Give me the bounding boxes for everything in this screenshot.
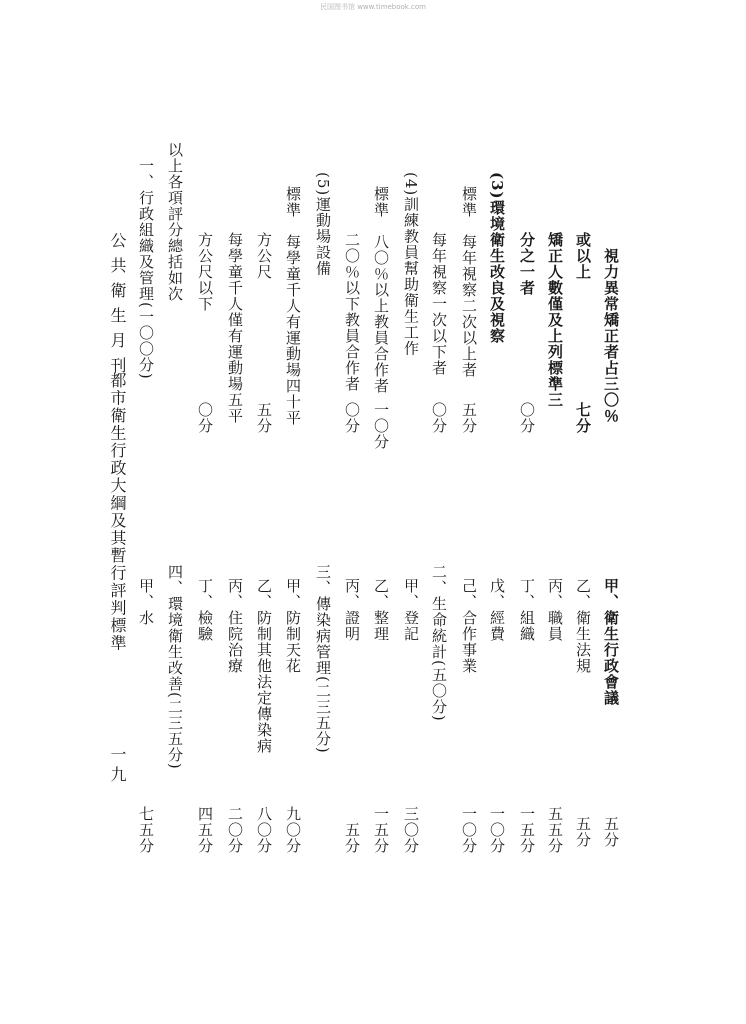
upper-score-5: 五分 [460,402,478,434]
lower-line-15: 四、環境衛生改善(二三五分) [166,564,184,770]
lower-line-3: 丁、組織 [518,578,536,642]
upper-line-4: (3)環境衛生改良及視察 [488,172,506,344]
lower-score-1: 五分 [574,816,592,848]
lower-score-7: 三〇分 [402,806,420,854]
lower-line-7: 甲、登記 [402,578,420,642]
upper-score-1: 七分 [574,402,592,434]
lower-score-16: 七五分 [137,806,155,854]
lower-line-0: 甲、衛生行政會議 [602,578,620,706]
upper-line-10: (5)運動場設備 [314,172,332,277]
lower-score-5: 一〇分 [460,806,478,854]
lower-score-8: 一五分 [372,806,390,854]
upper-score-8: 一〇分 [372,402,390,450]
upper-line-9: 二〇％以下教員合作者 [343,232,361,392]
upper-line-0: 視力異常矯正者占三〇％ [602,248,620,424]
upper-line-12: 方公尺 [255,232,273,280]
upper-line-15: 以上各項評分總括如次 [166,142,184,302]
upper-line-2: 矯正人數僅及上列標準三 [546,232,564,408]
lower-line-5: 己、合作事業 [460,578,478,674]
lower-score-11: 九〇分 [284,806,302,854]
lower-line-11: 甲、防制天花 [284,578,302,674]
lower-score-12: 八〇分 [255,806,273,854]
lower-score-4: 一〇分 [488,806,506,854]
upper-score-6: 〇分 [430,402,448,434]
upper-line-3: 分之一者 [518,232,536,296]
lower-score-13: 二〇分 [226,806,244,854]
upper-line-16: 一、行政組織及管理(一〇〇分) [137,158,155,380]
lower-line-6: 二、生命統計(五〇分) [430,564,448,722]
upper-score-9: 〇分 [343,402,361,434]
lower-line-12: 乙、防制其他法定傳染病 [255,578,273,754]
upper-line-7: (4)訓練教員幫助衛生工作 [402,172,420,357]
lower-score-2: 五五分 [546,806,564,854]
upper-line-1: 或以上 [574,232,592,280]
lower-score-9: 五分 [343,822,361,854]
lower-line-16: 甲、水 [137,578,155,626]
lower-line-14: 丁、檢驗 [196,578,214,642]
journal-name: 公共衛生月刊 [108,232,127,382]
upper-score-12: 五分 [255,402,273,434]
article-title: 都市衛生行政大綱及其暫行評判標準 [108,372,127,652]
watermark: 民国图书馆 www.timebook.com [319,3,427,11]
lower-line-2: 丙、職員 [546,578,564,642]
upper-score-14: 〇分 [196,402,214,434]
upper-line-6: 每年視察一次以下者 [430,232,448,376]
upper-score-3: 〇分 [518,402,536,434]
lower-line-10: 三、傳染病管理(二三五分) [314,564,332,754]
lower-line-1: 乙、衛生法規 [574,578,592,674]
lower-score-14: 四五分 [196,806,214,854]
upper-line-5: 標準 每年視察二次以上者 [460,186,478,378]
lower-line-9: 丙、證明 [343,578,361,642]
upper-line-14: 方公尺以下 [196,232,214,312]
lower-line-4: 戊、經費 [488,578,506,642]
upper-line-11: 標準 每學童千人有運動場四十平 [284,186,302,426]
page-number: 一九 [108,746,127,786]
lower-line-13: 丙、住院治療 [226,578,244,674]
upper-line-13: 每學童千人僅有運動場五平 [226,232,244,424]
lower-line-8: 乙、整理 [372,578,390,642]
lower-score-0: 五分 [602,816,620,848]
upper-line-8: 標準 八〇％以上教員合作者 [372,186,390,394]
lower-score-3: 一五分 [518,806,536,854]
